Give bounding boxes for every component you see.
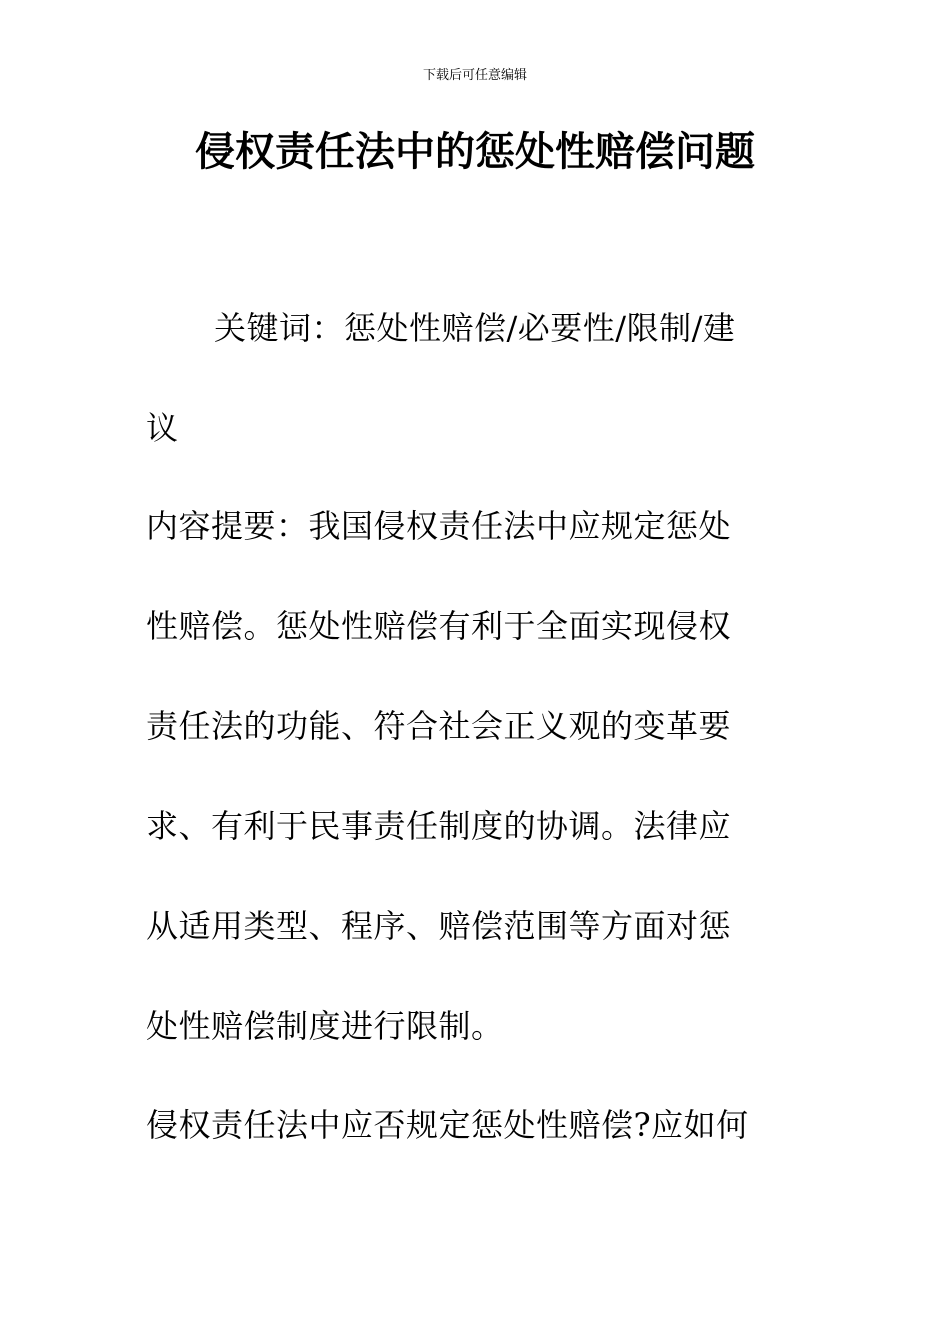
summary-line-5: 从适用类型、程序、赔偿范围等方面对惩 bbox=[146, 907, 732, 945]
keywords-line-2: 议 bbox=[146, 409, 179, 447]
summary-line-4: 求、有利于民事责任制度的协调。法律应 bbox=[146, 807, 732, 845]
header-note: 下载后可任意编辑 bbox=[422, 68, 527, 83]
document-title: 侵权责任法中的惩处性赔偿问题 bbox=[195, 129, 755, 175]
keywords-paragraph bbox=[146, 278, 796, 478]
summary-line-1: 内容提要：我国侵权责任法中应规定惩处 bbox=[146, 507, 732, 545]
keywords-line-1: 关键词：惩处性赔偿/必要性/限制/建 bbox=[214, 309, 736, 347]
body-paragraph bbox=[146, 1075, 796, 1175]
summary-line-6: 处性赔偿制度进行限制。 bbox=[146, 1007, 504, 1045]
summary-line-3: 责任法的功能、符合社会正义观的变革要 bbox=[146, 707, 732, 745]
summary-paragraph bbox=[146, 476, 796, 1076]
summary-line-2: 性赔偿。惩处性赔偿有利于全面实现侵权 bbox=[146, 607, 732, 645]
body-line-1: 侵权责任法中应否规定惩处性赔偿?应如何 bbox=[146, 1106, 749, 1144]
